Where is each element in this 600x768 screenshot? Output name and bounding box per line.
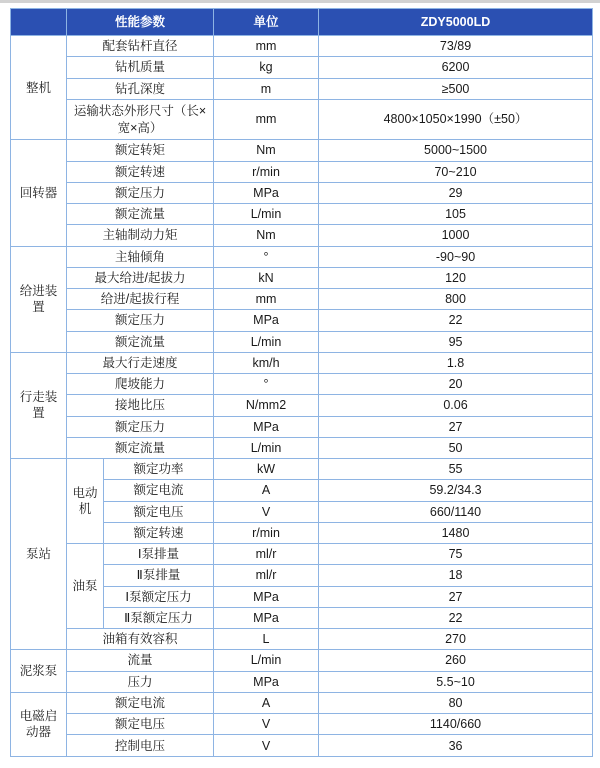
param-cell: Ⅰ泵额定压力 (104, 586, 214, 607)
unit-cell: mm (214, 289, 319, 310)
subcategory-cell: 电动机 (67, 459, 104, 544)
param-cell: 最大给进/起拔力 (67, 267, 214, 288)
param-cell: 钻孔深度 (67, 78, 214, 99)
value-cell: 1.8 (319, 352, 593, 373)
table-row (11, 374, 593, 395)
value-cell: 105 (319, 204, 593, 225)
table-row (11, 437, 593, 458)
param-cell: 接地比压 (67, 395, 214, 416)
value-cell: 660/1140 (319, 501, 593, 522)
value-cell: 800 (319, 289, 593, 310)
unit-cell: L/min (214, 204, 319, 225)
value-cell: 95 (319, 331, 593, 352)
value-cell: 120 (319, 267, 593, 288)
param-cell: 额定压力 (67, 310, 214, 331)
table-row (11, 78, 593, 99)
unit-cell: A (214, 480, 319, 501)
unit-cell: MPa (214, 416, 319, 437)
table-row (11, 459, 593, 480)
value-cell: 80 (319, 692, 593, 713)
value-cell: 59.2/34.3 (319, 480, 593, 501)
param-cell: 额定流量 (67, 331, 214, 352)
subcategory-cell: 油泵 (67, 544, 104, 629)
value-cell: 1140/660 (319, 714, 593, 735)
table-row (11, 182, 593, 203)
param-cell: 运输状态外形尺寸（长×宽×高） (67, 99, 214, 140)
value-cell: 73/89 (319, 36, 593, 57)
value-cell: 36 (319, 735, 593, 757)
param-cell: 额定电压 (104, 501, 214, 522)
unit-cell: r/min (214, 161, 319, 182)
category-cell: 给进装置 (11, 246, 67, 352)
unit-cell: m (214, 78, 319, 99)
unit-cell: mm (214, 99, 319, 140)
table-row (11, 161, 593, 182)
unit-cell: L/min (214, 650, 319, 671)
table-row (11, 416, 593, 437)
value-cell: 5000~1500 (319, 140, 593, 161)
table-row (11, 671, 593, 692)
value-cell: 1000 (319, 225, 593, 246)
param-cell: 额定转速 (104, 522, 214, 543)
category-cell: 回转器 (11, 140, 67, 246)
unit-cell: kg (214, 57, 319, 78)
category-cell: 泥浆泵 (11, 650, 67, 693)
value-cell: 22 (319, 607, 593, 628)
unit-cell: kN (214, 267, 319, 288)
value-cell: 6200 (319, 57, 593, 78)
table-row (11, 352, 593, 373)
param-cell: 流量 (67, 650, 214, 671)
header-model-cell: ZDY5000LD (319, 9, 593, 36)
table-row (11, 99, 593, 140)
value-cell: 20 (319, 374, 593, 395)
value-cell: 270 (319, 629, 593, 650)
value-cell: 18 (319, 565, 593, 586)
value-cell: 4800×1050×1990（±50） (319, 99, 593, 140)
table-row (11, 714, 593, 735)
value-cell: 55 (319, 459, 593, 480)
table-row (11, 204, 593, 225)
table-row (11, 544, 593, 565)
param-cell: 爬坡能力 (67, 374, 214, 395)
unit-cell: MPa (214, 182, 319, 203)
unit-cell: ml/r (214, 565, 319, 586)
param-cell: 额定压力 (67, 182, 214, 203)
value-cell: 5.5~10 (319, 671, 593, 692)
table-row (11, 140, 593, 161)
table-header-row (11, 9, 593, 36)
unit-cell: MPa (214, 586, 319, 607)
param-cell: 额定电流 (67, 692, 214, 713)
param-cell: 主轴倾角 (67, 246, 214, 267)
param-cell: 额定功率 (104, 459, 214, 480)
param-cell: 主轴制动力矩 (67, 225, 214, 246)
unit-cell: kW (214, 459, 319, 480)
table-row (11, 735, 593, 757)
unit-cell: Nm (214, 225, 319, 246)
category-cell: 泵站 (11, 459, 67, 650)
unit-cell: V (214, 735, 319, 757)
param-cell: 给进/起拔行程 (67, 289, 214, 310)
spec-table (10, 8, 593, 757)
param-cell: 最大行走速度 (67, 352, 214, 373)
value-cell: 1480 (319, 522, 593, 543)
unit-cell: MPa (214, 310, 319, 331)
unit-cell: L/min (214, 331, 319, 352)
value-cell: ≥500 (319, 78, 593, 99)
table-row (11, 36, 593, 57)
table-row (11, 267, 593, 288)
param-cell: 压力 (67, 671, 214, 692)
unit-cell: L (214, 629, 319, 650)
param-cell: 额定转矩 (67, 140, 214, 161)
table-row (11, 692, 593, 713)
param-cell: 额定电流 (104, 480, 214, 501)
unit-cell: A (214, 692, 319, 713)
unit-cell: N/mm2 (214, 395, 319, 416)
param-cell: Ⅱ泵额定压力 (104, 607, 214, 628)
unit-cell: km/h (214, 352, 319, 373)
table-row (11, 395, 593, 416)
table-row (11, 650, 593, 671)
unit-cell: mm (214, 36, 319, 57)
header-unit-cell: 单位 (214, 9, 319, 36)
unit-cell: ml/r (214, 544, 319, 565)
table-row (11, 331, 593, 352)
param-cell: Ⅱ泵排量 (104, 565, 214, 586)
unit-cell: V (214, 501, 319, 522)
unit-cell: r/min (214, 522, 319, 543)
category-cell: 行走装置 (11, 352, 67, 458)
param-cell: 额定转速 (67, 161, 214, 182)
unit-cell: L/min (214, 437, 319, 458)
table-row (11, 246, 593, 267)
value-cell: 260 (319, 650, 593, 671)
param-cell: 额定压力 (67, 416, 214, 437)
table-row (11, 225, 593, 246)
window-top-edge (0, 0, 600, 3)
param-cell: 钻机质量 (67, 57, 214, 78)
unit-cell: ° (214, 246, 319, 267)
param-cell: 油箱有效容积 (67, 629, 214, 650)
value-cell: 0.06 (319, 395, 593, 416)
header-corner-cell (11, 9, 67, 36)
table-row (11, 310, 593, 331)
value-cell: 22 (319, 310, 593, 331)
param-cell: Ⅰ泵排量 (104, 544, 214, 565)
value-cell: 27 (319, 416, 593, 437)
unit-cell: MPa (214, 607, 319, 628)
value-cell: 27 (319, 586, 593, 607)
param-cell: 控制电压 (67, 735, 214, 757)
header-param-cell: 性能参数 (67, 9, 214, 36)
category-cell: 整机 (11, 36, 67, 140)
param-cell: 配套钻杆直径 (67, 36, 214, 57)
value-cell: 29 (319, 182, 593, 203)
param-cell: 额定流量 (67, 204, 214, 225)
value-cell: 70~210 (319, 161, 593, 182)
value-cell: 50 (319, 437, 593, 458)
value-cell: -90~90 (319, 246, 593, 267)
unit-cell: MPa (214, 671, 319, 692)
category-cell: 电磁启动器 (11, 692, 67, 756)
table-row (11, 629, 593, 650)
unit-cell: V (214, 714, 319, 735)
param-cell: 额定电压 (67, 714, 214, 735)
param-cell: 额定流量 (67, 437, 214, 458)
value-cell: 75 (319, 544, 593, 565)
unit-cell: Nm (214, 140, 319, 161)
table-row (11, 57, 593, 78)
table-row (11, 289, 593, 310)
unit-cell: ° (214, 374, 319, 395)
